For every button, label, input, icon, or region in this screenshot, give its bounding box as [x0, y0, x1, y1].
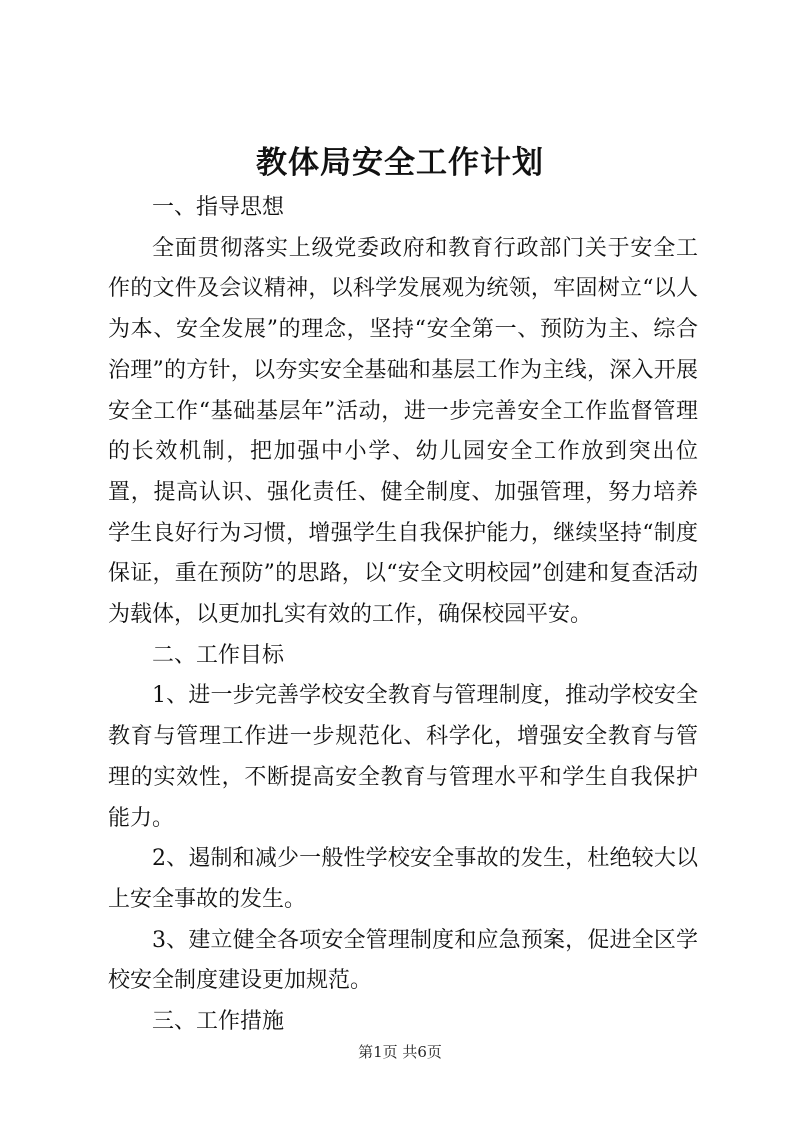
paragraph-goal-3: 3、建立健全各项安全管理制度和应急预案，促进全区学校安全制度建设更加规范。 — [108, 927, 698, 994]
paragraph-guiding-ideology: 全面贯彻落实上级党委政府和教育行政部门关于安全工作的文件及会议精神，以科学发展观为统领，牢固树立“以人为本、安全发展”的理念，坚持“安全第一、预防为主、综合治理”的方针，以夯实安全基础和基层工作为主线，深入开展安全工作“基础基层年”活动，进一步完善安全工作监督管理的长效机制，把加强中小学、幼儿园安全工作放到突出位置，提高认识、强化责任、健全制度、加强管理，努力培养学生良好行为习惯，增强学生自我保护能力，继续坚持“制度保证，重在预防”的思路，以“安全文明校园”创建和复查活动为载体，以更加扎实有效的工作，确保校园平安。 — [108, 235, 698, 628]
section-heading-work-goals: 二、工作目标 — [152, 642, 285, 668]
paragraph-goal-2: 2、遏制和减少一般性学校安全事故的发生，杜绝较大以上安全事故的发生。 — [108, 846, 698, 912]
document-body — [108, 188, 698, 1043]
page-number-footer: 第1页 共6页 — [358, 1043, 442, 1061]
section-heading-guiding-ideology: 一、指导思想 — [152, 195, 285, 220]
document-title: 教体局安全工作计划 — [256, 145, 544, 181]
paragraph-goal-1: 1、进一步完善学校安全教育与管理制度，推动学校安全教育与管理工作进一步规范化、科学化，增强安全教育与管理的实效性，不断提高安全教育与管理水平和学生自我保护能力。 — [108, 683, 698, 831]
section-heading-work-measures: 三、工作措施 — [152, 1009, 285, 1035]
